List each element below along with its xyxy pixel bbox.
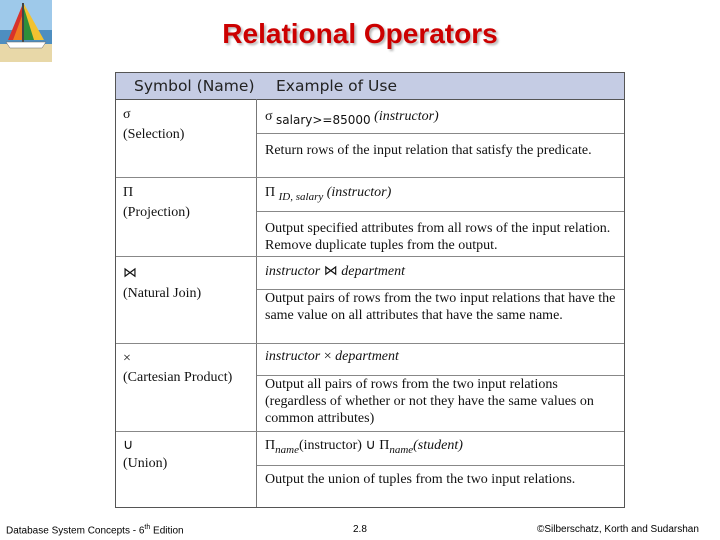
example-op: × bbox=[323, 349, 332, 364]
page-number: 2.8 bbox=[353, 524, 367, 535]
example-left: instructor bbox=[265, 349, 321, 364]
column-divider bbox=[256, 99, 257, 507]
cartesian-symbol: × bbox=[123, 351, 131, 366]
cartesian-example bbox=[265, 349, 399, 365]
row-divider bbox=[116, 177, 624, 178]
table-header bbox=[116, 73, 624, 100]
example-divider bbox=[257, 133, 624, 134]
selection-description: Return rows of the input relation that satisfy the predicate. bbox=[265, 143, 592, 158]
example-arg: (instructor) bbox=[374, 109, 439, 124]
union-description: Output the union of tuples from the two input relations. bbox=[265, 472, 576, 487]
footer-course-text: Database System Concepts - 6 bbox=[6, 525, 145, 537]
union-example bbox=[265, 437, 463, 454]
cartesian-name: (Cartesian Product) bbox=[123, 370, 233, 385]
footer-course-sup: th bbox=[144, 524, 151, 531]
selection-name: (Selection) bbox=[123, 127, 185, 142]
example-right: department bbox=[335, 349, 399, 364]
union-name: (Union) bbox=[123, 456, 168, 471]
example-op: Π bbox=[265, 185, 276, 200]
slide-title: Relational Operators bbox=[222, 18, 498, 49]
example-op: Π bbox=[379, 438, 390, 453]
cartesian-description: Output all pairs of rows from the two input relations (regardless of whether or not they have the same values on common attributes) bbox=[265, 377, 594, 426]
natural-join-name: (Natural Join) bbox=[123, 286, 202, 301]
footer-course bbox=[6, 524, 184, 536]
example-arg: (instructor) bbox=[326, 185, 392, 200]
projection-symbol: Π bbox=[123, 185, 134, 200]
example-op: σ bbox=[265, 109, 273, 124]
example-divider bbox=[257, 465, 624, 466]
example-op: Π bbox=[265, 438, 276, 453]
example-subscript: ID, salary bbox=[278, 191, 324, 203]
selection-example bbox=[265, 109, 439, 125]
footer-copyright: ©Silberschatz, Korth and Sudarshan bbox=[537, 524, 699, 535]
example-subscript: name bbox=[275, 444, 299, 456]
footer-course-end: Edition bbox=[150, 525, 184, 537]
example-divider bbox=[257, 211, 624, 212]
example-arg: (instructor) bbox=[298, 438, 362, 453]
header-symbol: Symbol (Name) bbox=[134, 77, 255, 95]
projection-description: Output specified attributes from all rows of the input relation. Remove duplicate tuples from the output. bbox=[265, 221, 611, 253]
row-divider bbox=[116, 431, 624, 432]
example-arg: (student) bbox=[413, 438, 463, 453]
example-right: department bbox=[341, 264, 405, 279]
example-left: instructor bbox=[265, 264, 321, 279]
example-subscript: name bbox=[389, 444, 414, 456]
row-divider bbox=[116, 256, 624, 257]
selection-symbol: σ bbox=[123, 107, 131, 122]
natural-join-symbol: ⋈ bbox=[123, 266, 137, 281]
natural-join-example bbox=[265, 263, 405, 280]
example-subscript: salary>=85000 bbox=[276, 113, 371, 127]
row-divider bbox=[116, 343, 624, 344]
example-op: ⋈ bbox=[323, 264, 338, 279]
union-symbol: ∪ bbox=[123, 438, 134, 453]
example-union: ∪ bbox=[365, 438, 376, 453]
projection-name: (Projection) bbox=[123, 205, 190, 220]
header-example: Example of Use bbox=[276, 77, 397, 95]
projection-example bbox=[265, 185, 391, 201]
operators-table bbox=[115, 72, 625, 508]
natural-join-description: Output pairs of rows from the two input relations that have the same value on all attributes that have the same name. bbox=[265, 291, 616, 323]
